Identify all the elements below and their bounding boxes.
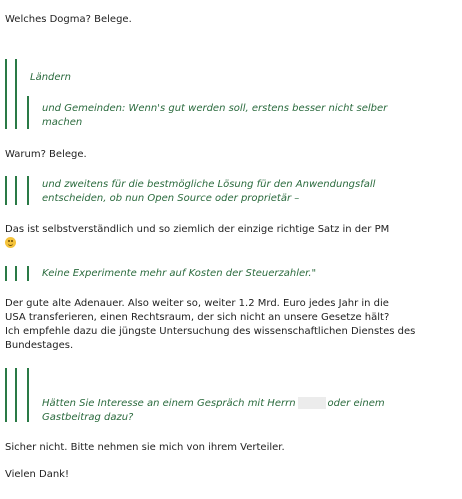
quote-bar-level-3 <box>27 266 29 281</box>
reply-text-4: USA transferieren, einen Rechtsraum, der sich nicht an unsere Gesetze hält? <box>5 312 390 323</box>
quoted-text: Keine Experimente mehr auf Kosten der Steuerzahler." <box>42 268 317 279</box>
quote-bar-level-3 <box>27 96 29 129</box>
reply-text-2: Warum? Belege. <box>5 149 87 160</box>
quote-bar-level-1 <box>5 59 7 129</box>
reply-text-5: Sicher nicht. Bitte nehmen sie mich von ihrem Verteiler. <box>5 442 285 453</box>
reply-text-4: Bundestages. <box>5 340 74 351</box>
quote-bar-level-1 <box>5 368 7 422</box>
quote-bar-level-2 <box>15 266 17 281</box>
quote-bar-level-2 <box>15 368 17 422</box>
quote-bar-level-3 <box>27 368 29 422</box>
quote-bar-level-1 <box>5 266 7 281</box>
quote-bar-level-3 <box>27 176 29 205</box>
slightly-smiling-face-icon <box>5 237 16 248</box>
reply-text-4: Der gute alte Adenauer. Also weiter so, weiter 1.2 Mrd. Euro jedes Jahr in die <box>5 298 389 309</box>
quoted-text-part: oder einem <box>327 398 385 409</box>
reply-text-4: Ich empfehle dazu die jüngste Untersuchung des wissenschaftlichen Dienstes des <box>5 326 416 337</box>
quote-bar-level-1 <box>5 176 7 205</box>
quoted-text <box>42 397 385 411</box>
quote-bar-level-2 <box>15 59 17 129</box>
redacted-name <box>298 397 326 409</box>
reply-text-6: Vielen Dank! <box>5 469 69 480</box>
quote-bar-level-2 <box>15 176 17 205</box>
quoted-text: machen <box>42 117 83 128</box>
reply-text-3: Das ist selbstverständlich und so ziemlich der einzige richtige Satz in der PM <box>5 224 390 235</box>
quoted-text: und Gemeinden: Wenn's gut werden soll, erstens besser nicht selber <box>42 103 388 114</box>
quoted-text: entscheiden, ob nun Open Source oder proprietär – <box>42 193 300 204</box>
quoted-text: Ländern <box>30 72 71 83</box>
reply-text-1: Welches Dogma? Belege. <box>5 14 132 25</box>
quoted-text: Gastbeitrag dazu? <box>42 412 134 423</box>
quoted-text: und zweitens für die bestmögliche Lösung für den Anwendungsfall <box>42 179 376 190</box>
quoted-text-part: Hätten Sie Interesse an einem Gespräch mit Herrn <box>42 398 296 409</box>
